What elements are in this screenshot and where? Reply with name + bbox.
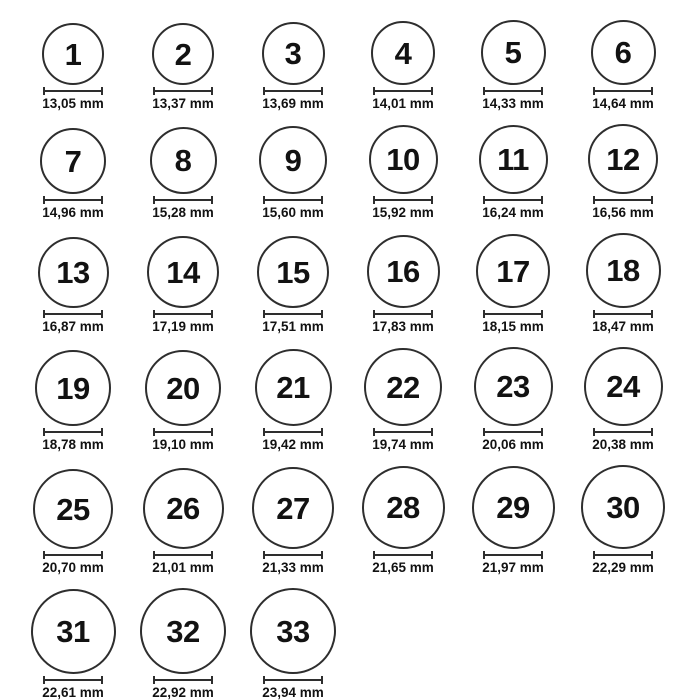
ring-diameter-label: 21,97 mm	[482, 560, 544, 575]
ring-circle	[584, 347, 663, 426]
ring-diameter-label: 14,64 mm	[592, 96, 654, 111]
ring-circle	[591, 20, 656, 85]
ring-circle	[586, 233, 661, 308]
ring-size-cell	[568, 20, 678, 110]
ring-circle	[38, 237, 109, 308]
diameter-measure-line	[153, 310, 213, 318]
ring-size-cell	[348, 235, 458, 333]
measure-line-bar	[265, 313, 321, 315]
diameter-measure-line	[373, 196, 433, 204]
measure-line-bar	[155, 199, 211, 201]
ring-size-cell	[568, 233, 678, 333]
measure-line-bar	[45, 679, 101, 681]
ring-diameter-label: 17,19 mm	[152, 319, 214, 334]
measure-line-bar	[485, 313, 541, 315]
ring-circle	[367, 235, 440, 308]
ring-size-number: 30	[606, 489, 640, 525]
ring-diameter-label: 17,83 mm	[372, 319, 434, 334]
ring-size-cell	[568, 124, 678, 219]
ring-diameter-label: 22,61 mm	[42, 685, 104, 700]
ring-diameter-label: 13,05 mm	[42, 96, 104, 111]
measure-line-bar	[45, 431, 101, 433]
ring-circle	[140, 588, 226, 674]
ring-diameter-label: 18,15 mm	[482, 319, 544, 334]
ring-circle	[371, 21, 435, 85]
measure-line-bar	[265, 90, 321, 92]
ring-size-number: 18	[606, 253, 640, 288]
ring-size-cell	[128, 468, 238, 574]
ring-size-cell	[18, 589, 128, 699]
ring-diameter-label: 20,70 mm	[42, 560, 104, 575]
ring-size-cell	[128, 350, 238, 451]
measure-line-bar	[155, 313, 211, 315]
ring-diameter-label: 14,33 mm	[482, 96, 544, 111]
measure-line-bar	[265, 679, 321, 681]
measure-line-bar	[595, 431, 651, 433]
ring-diameter-label: 20,38 mm	[592, 437, 654, 452]
ring-size-number: 15	[276, 254, 310, 290]
ring-size-cell	[348, 21, 458, 110]
diameter-measure-line	[483, 87, 543, 95]
measure-line-bar	[485, 90, 541, 92]
ring-circle	[40, 128, 106, 194]
diameter-measure-line	[483, 196, 543, 204]
ring-circle	[474, 347, 553, 426]
ring-diameter-label: 16,24 mm	[482, 205, 544, 220]
diameter-measure-line	[263, 676, 323, 684]
ring-size-cell	[238, 126, 348, 219]
ring-circle	[35, 350, 111, 426]
ring-size-number: 11	[497, 142, 529, 177]
ring-diameter-label: 15,28 mm	[152, 205, 214, 220]
ring-size-number: 23	[496, 369, 530, 404]
ring-circle	[31, 589, 116, 674]
measure-line-bar	[265, 554, 321, 556]
ring-size-cell	[238, 349, 348, 451]
ring-circle	[145, 350, 221, 426]
ring-size-number: 27	[276, 490, 310, 526]
ring-circle	[255, 349, 332, 426]
ring-size-number: 20	[166, 370, 200, 406]
ring-size-cell	[348, 348, 458, 451]
ring-size-cell	[18, 469, 128, 574]
ring-size-number: 9	[284, 142, 302, 178]
ring-diameter-label: 13,69 mm	[262, 96, 324, 111]
ring-diameter-label: 19,42 mm	[262, 437, 324, 452]
ring-circle	[588, 124, 658, 194]
ring-diameter-label: 18,47 mm	[592, 319, 654, 334]
ring-circle	[581, 465, 665, 549]
measure-line-bar	[45, 199, 101, 201]
ring-circle	[143, 468, 224, 549]
diameter-measure-line	[483, 310, 543, 318]
ring-size-number: 32	[166, 613, 200, 649]
diameter-measure-line	[593, 310, 653, 318]
ring-circle	[252, 467, 334, 549]
ring-size-number: 31	[56, 614, 90, 649]
ring-size-cell	[18, 350, 128, 451]
ring-size-number: 10	[386, 142, 420, 177]
ring-size-number: 24	[606, 369, 640, 404]
diameter-measure-line	[43, 676, 103, 684]
ring-diameter-label: 21,01 mm	[152, 560, 214, 575]
diameter-measure-line	[373, 551, 433, 559]
ring-size-cell	[348, 466, 458, 574]
ring-size-cell	[128, 23, 238, 110]
ring-diameter-label: 14,96 mm	[42, 205, 104, 220]
measure-line-bar	[375, 199, 431, 201]
diameter-measure-line	[43, 551, 103, 559]
ring-circle	[479, 125, 548, 194]
ring-size-cell	[458, 20, 568, 110]
ring-circle	[369, 125, 438, 194]
diameter-measure-line	[263, 551, 323, 559]
measure-line-bar	[485, 199, 541, 201]
ring-circle	[362, 466, 445, 549]
ring-size-cell	[568, 347, 678, 451]
measure-line-bar	[155, 679, 211, 681]
measure-line-bar	[595, 90, 651, 92]
ring-diameter-label: 16,56 mm	[592, 205, 654, 220]
ring-size-number: 4	[394, 35, 412, 71]
diameter-measure-line	[593, 428, 653, 436]
ring-size-number: 33	[276, 613, 310, 649]
ring-diameter-label: 22,92 mm	[152, 685, 214, 700]
ring-size-cell	[128, 236, 238, 333]
diameter-measure-line	[593, 87, 653, 95]
ring-diameter-label: 15,60 mm	[262, 205, 324, 220]
diameter-measure-line	[43, 310, 103, 318]
ring-circle	[147, 236, 219, 308]
ring-size-number: 7	[64, 143, 82, 179]
diameter-measure-line	[593, 551, 653, 559]
ring-size-cell	[568, 465, 678, 574]
diameter-measure-line	[43, 87, 103, 95]
diameter-measure-line	[483, 428, 543, 436]
ring-circle	[42, 23, 104, 85]
ring-size-cell	[348, 125, 458, 219]
measure-line-bar	[485, 431, 541, 433]
ring-diameter-label: 23,94 mm	[262, 685, 324, 700]
ring-diameter-label: 21,33 mm	[262, 560, 324, 575]
diameter-measure-line	[153, 196, 213, 204]
ring-size-cell	[458, 125, 568, 219]
ring-circle	[262, 22, 325, 85]
ring-circle	[364, 348, 442, 426]
diameter-measure-line	[263, 310, 323, 318]
ring-size-cell	[238, 467, 348, 574]
ring-diameter-label: 19,74 mm	[372, 437, 434, 452]
ring-size-number: 17	[496, 253, 530, 289]
diameter-measure-line	[263, 428, 323, 436]
ring-size-cell	[458, 347, 568, 451]
ring-size-number: 6	[614, 35, 632, 70]
ring-diameter-label: 16,87 mm	[42, 319, 104, 334]
ring-circle	[257, 236, 329, 308]
diameter-measure-line	[373, 310, 433, 318]
measure-line-bar	[595, 313, 651, 315]
measure-line-bar	[265, 199, 321, 201]
ring-size-cell	[128, 588, 238, 699]
ring-diameter-label: 20,06 mm	[482, 437, 544, 452]
measure-line-bar	[45, 313, 101, 315]
ring-diameter-label: 21,65 mm	[372, 560, 434, 575]
measure-line-bar	[375, 554, 431, 556]
measure-line-bar	[155, 554, 211, 556]
measure-line-bar	[45, 90, 101, 92]
ring-size-number: 14	[166, 254, 200, 290]
ring-size-number: 19	[56, 370, 90, 406]
diameter-measure-line	[593, 196, 653, 204]
ring-circle	[33, 469, 113, 549]
ring-diameter-label: 14,01 mm	[372, 96, 434, 111]
ring-circle	[150, 127, 217, 194]
ring-diameter-label: 22,29 mm	[592, 560, 654, 575]
measure-line-bar	[155, 90, 211, 92]
ring-size-number: 5	[504, 35, 522, 70]
ring-size-number: 3	[284, 36, 302, 71]
measure-line-bar	[375, 431, 431, 433]
ring-size-cell	[238, 22, 348, 110]
ring-circle	[476, 234, 550, 308]
ring-circle	[259, 126, 327, 194]
diameter-measure-line	[43, 196, 103, 204]
measure-line-bar	[485, 554, 541, 556]
ring-size-number: 26	[166, 491, 200, 526]
measure-line-bar	[265, 431, 321, 433]
diameter-measure-line	[483, 551, 543, 559]
ring-diameter-label: 13,37 mm	[152, 96, 214, 111]
ring-size-number: 12	[606, 141, 640, 177]
ring-size-number: 1	[64, 36, 82, 72]
ring-size-number: 22	[386, 369, 420, 405]
ring-circle	[481, 20, 546, 85]
diameter-measure-line	[153, 87, 213, 95]
diameter-measure-line	[153, 676, 213, 684]
measure-line-bar	[595, 199, 651, 201]
measure-line-bar	[45, 554, 101, 556]
ring-size-cell	[238, 236, 348, 333]
ring-size-cell	[18, 128, 128, 219]
ring-size-cell	[18, 23, 128, 110]
ring-size-cell	[128, 127, 238, 219]
ring-size-number: 13	[56, 255, 90, 290]
diameter-measure-line	[43, 428, 103, 436]
ring-size-number: 29	[496, 490, 530, 525]
ring-size-number: 8	[174, 143, 192, 178]
ring-circle	[250, 588, 336, 674]
measure-line-bar	[375, 90, 431, 92]
ring-diameter-label: 15,92 mm	[372, 205, 434, 220]
diameter-measure-line	[263, 196, 323, 204]
measure-line-bar	[595, 554, 651, 556]
diameter-measure-line	[373, 428, 433, 436]
diameter-measure-line	[373, 87, 433, 95]
ring-size-cell	[18, 237, 128, 333]
ring-circle	[472, 466, 555, 549]
ring-size-number: 25	[56, 491, 90, 527]
ring-size-number: 28	[386, 490, 420, 525]
diameter-measure-line	[153, 551, 213, 559]
ring-circle	[152, 23, 214, 85]
ring-diameter-label: 17,51 mm	[262, 319, 324, 334]
diameter-measure-line	[263, 87, 323, 95]
ring-diameter-label: 19,10 mm	[152, 437, 214, 452]
measure-line-bar	[375, 313, 431, 315]
ring-size-number: 16	[386, 254, 420, 289]
ring-size-cell	[458, 234, 568, 333]
ring-diameter-label: 18,78 mm	[42, 437, 104, 452]
ring-size-number: 2	[174, 36, 192, 72]
measure-line-bar	[155, 431, 211, 433]
diameter-measure-line	[153, 428, 213, 436]
ring-size-number: 21	[276, 370, 310, 405]
ring-size-cell	[458, 466, 568, 574]
ring-size-cell	[238, 588, 348, 699]
